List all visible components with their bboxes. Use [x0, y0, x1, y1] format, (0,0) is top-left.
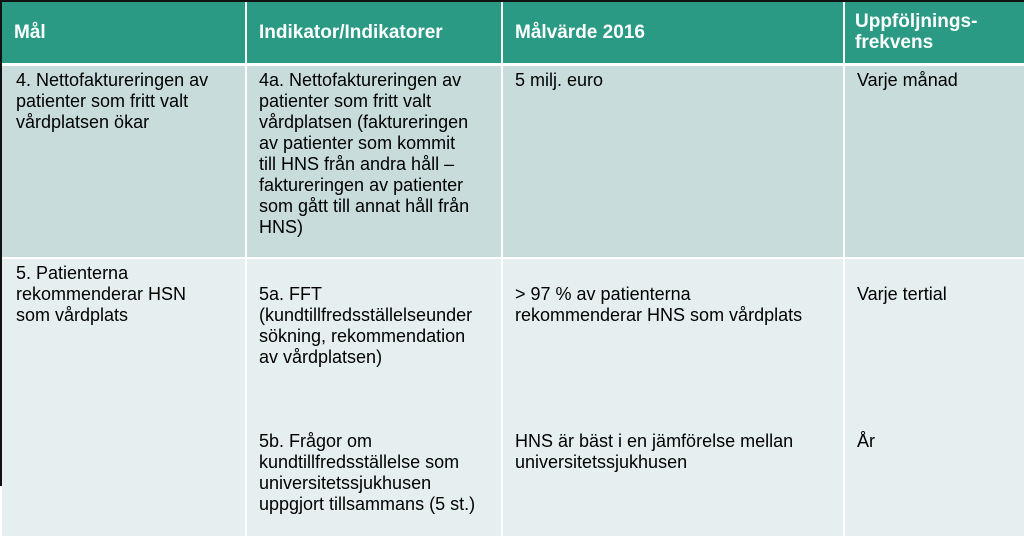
header-indicator: Indikator/Indikatorer [246, 2, 502, 64]
header-frequency [844, 2, 1024, 64]
header-frequency-line1: Uppföljnings- [855, 11, 978, 33]
goals-table [2, 2, 1024, 536]
frequency-5a: Varje tertial [857, 283, 947, 304]
table-row [2, 64, 1024, 258]
header-goal: Mål [2, 2, 246, 64]
target-5b: HNS är bäst i en jämförelse mellan universitetssjukhusen [515, 430, 794, 472]
cell-indicator [246, 258, 502, 536]
cell-target: 5 milj. euro [502, 64, 844, 258]
cell-goal: 5. Patienterna rekommenderar HSN som vårdplats [2, 258, 246, 536]
table-header-row [2, 2, 1024, 64]
indicator-5b: 5b. Frågor om kundtillfredsställelse som universitetssjukhusen uppgjort tillsammans (5 st.) [259, 430, 476, 514]
cell-frequency [844, 258, 1024, 536]
frequency-5b: År [857, 430, 875, 451]
cell-target [502, 258, 844, 536]
header-target: Målvärde 2016 [502, 2, 844, 64]
cell-indicator: 4a. Nettofaktureringen av patienter som fritt valt vårdplatsen (faktureringen av patienter som kommit till HNS från andra håll – faktureringen av patienter som gått till annat håll från HNS) [246, 64, 502, 258]
cell-goal: 4. Nettofaktureringen av patienter som fritt valt vårdplatsen ökar [2, 64, 246, 258]
header-frequency-line2: frekvens [855, 32, 934, 54]
target-5a: > 97 % av patienterna rekommenderar HNS som vårdplats [515, 283, 803, 325]
cell-frequency: Varje månad [844, 64, 1024, 258]
indicator-5a: 5a. FFT (kundtillfredsställelseunder sökning, rekommendation av vårdplatsen) [259, 283, 473, 367]
table-row [2, 258, 1024, 536]
